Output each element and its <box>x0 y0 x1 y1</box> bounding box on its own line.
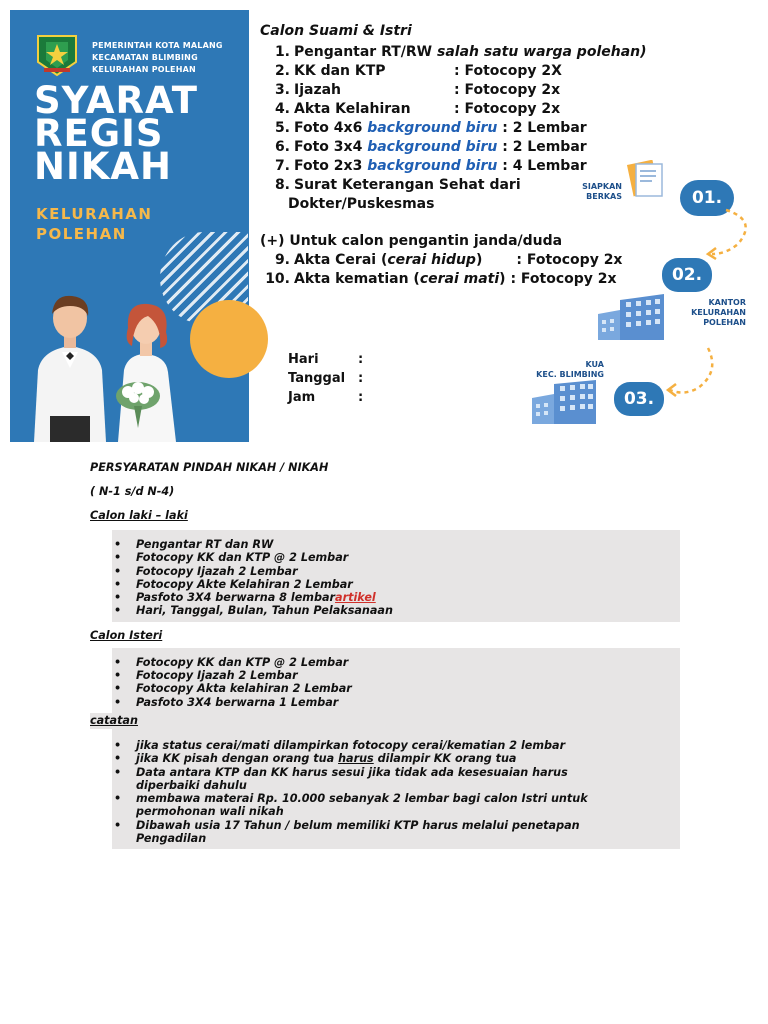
step-3-badge: 03. <box>614 382 664 416</box>
gov-line: PEMERINTAH KOTA MALANG <box>92 41 223 50</box>
list-item-text: Pasfoto 3X4 berwarna 8 lembar <box>136 591 336 605</box>
decorative-hatch <box>676 10 760 168</box>
step-label-line: KEC. BLIMBING <box>536 370 604 379</box>
requirement-item <box>260 81 660 100</box>
list-item: • Dibawah usia 17 Tahun / belum memiliki KTP harus melalui penetapan Pengadilan <box>112 819 680 846</box>
gov-line: KECAMATAN BLIMBING <box>92 53 198 62</box>
item-highlight: background biru <box>367 158 498 174</box>
item-highlight: background biru <box>367 120 498 136</box>
poster-subtitle <box>36 204 152 244</box>
office-building-icon <box>594 292 676 342</box>
city-emblem-icon <box>34 32 80 78</box>
item-number: 1. <box>274 44 290 60</box>
step-label-line: KUA <box>585 360 604 369</box>
list-item: • membawa materai Rp. 10.000 sebanyak 2 lembar bagi calon Istri untuk permohonan wali nikah <box>112 792 680 819</box>
item-text: Foto 4x6 <box>294 120 368 136</box>
kua-building-icon <box>528 378 608 426</box>
item-number: 8. <box>274 177 290 193</box>
step-label-line: KANTOR <box>708 298 746 307</box>
subtitle-line: POLEHAN <box>36 225 127 243</box>
notes-block <box>112 729 680 849</box>
document-title: PERSYARATAN PINDAH NIKAH / NIKAH <box>90 461 329 474</box>
step-label-line: SIAPKAN <box>582 182 622 191</box>
list-item: • jika status cerai/mati dilampirkan fotocopy cerai/kematian 2 lembar <box>112 739 680 752</box>
gov-line: KELURAHAN POLEHAN <box>92 65 196 74</box>
list-item: • Pengantar RT dan RW <box>112 538 680 551</box>
item-note: salah satu warga polehan) <box>437 44 647 60</box>
step-1-badge: 01. <box>680 180 734 216</box>
list-item-text: dilampir KK orang tua <box>373 752 517 766</box>
step-2-label <box>686 298 746 328</box>
list-item <box>112 752 680 765</box>
step-label-line: BERKAS <box>586 192 622 201</box>
list-item: • Fotocopy Akta kelahiran 2 Lembar <box>112 682 680 695</box>
requirement-item <box>260 100 660 119</box>
subtitle-line: KELURAHAN <box>36 205 153 223</box>
requirement-item <box>260 62 660 81</box>
item-value: : Fotocopy 2x <box>454 82 561 98</box>
requirement-item <box>260 270 660 289</box>
dashed-arrow-icon <box>696 206 756 262</box>
item-note: cerai mati <box>419 271 500 287</box>
notes-list <box>112 739 680 845</box>
item-label: KK dan KTP <box>294 63 386 79</box>
item-label: Akta Kelahiran <box>294 101 411 117</box>
bride-heading: Calon Isteri <box>90 628 163 642</box>
title-line: NIKAH <box>34 145 173 188</box>
item-text: Akta Cerai ( <box>294 252 388 268</box>
document-stack-icon <box>624 160 670 200</box>
poster-title <box>34 79 199 188</box>
requirement-item <box>260 138 660 157</box>
item-value: : Fotocopy 2X <box>454 63 562 79</box>
item-number: 6. <box>274 139 290 155</box>
decorative-circle <box>190 300 268 378</box>
article-link[interactable]: artikel <box>335 591 376 605</box>
groom-requirements <box>112 530 680 622</box>
item-text: Surat Keterangan Sehat dari <box>294 177 521 193</box>
item-value: ) : Fotocopy 2x <box>499 271 617 287</box>
title-line: REGIS <box>34 112 164 155</box>
item-text: Foto 3x4 <box>294 139 368 155</box>
list-item <box>112 591 680 604</box>
item-text: Akta kematian ( <box>294 271 420 287</box>
list-item: • Fotocopy Ijazah 2 Lembar <box>112 565 680 578</box>
schedule-block <box>288 350 363 407</box>
government-header <box>92 40 223 76</box>
requirement-item <box>260 119 660 138</box>
groom-heading: Calon laki – laki <box>90 509 188 522</box>
requirements-heading: Calon Suami & Istri <box>260 23 412 39</box>
item-text: Pengantar RT/RW <box>294 44 437 60</box>
item-highlight: background biru <box>367 139 498 155</box>
step-label-line: POLEHAN <box>703 318 746 327</box>
title-line: SYARAT <box>34 79 199 122</box>
item-value: : 2 Lembar <box>497 139 587 155</box>
step-label-line: KELURAHAN <box>691 308 746 317</box>
list-item: • Fotocopy KK dan KTP @ 2 Lembar <box>112 551 680 564</box>
item-number: 9. <box>274 252 290 268</box>
list-item: • Fotocopy Ijazah 2 Lembar <box>112 669 680 682</box>
list-item: • Fotocopy Akte Kelahiran 2 Lembar <box>112 578 680 591</box>
bride-list <box>112 656 680 709</box>
schedule-row <box>288 369 363 388</box>
poster <box>10 10 760 442</box>
item-note: cerai hidup <box>387 252 476 268</box>
item-number: 3. <box>274 82 290 98</box>
groom-list <box>112 538 680 618</box>
document-subtitle: ( N-1 s/d N-4) <box>90 485 175 498</box>
item-value: : Fotocopy 2x <box>516 252 623 268</box>
item-label: Ijazah <box>294 82 342 98</box>
requirement-item <box>260 43 660 62</box>
schedule-separator: : <box>358 390 364 405</box>
list-item: • Fotocopy KK dan KTP @ 2 Lembar <box>112 656 680 669</box>
step-1-label <box>570 182 622 202</box>
item-number: 5. <box>274 120 290 136</box>
step-2-badge: 02. <box>662 258 712 292</box>
dashed-arrow-icon <box>660 344 720 398</box>
schedule-separator: : <box>358 352 364 367</box>
wedding-couple-illustration <box>20 292 195 442</box>
requirements-document <box>90 458 680 849</box>
list-item: • Data antara KTP dan KK harus sesui jika tidak ada kesesuaian harus diperbaiki dahulu <box>112 766 680 793</box>
step-3-label <box>522 360 604 380</box>
list-item-text: jika KK pisah dengan orang tua <box>136 752 339 766</box>
schedule-label: Hari <box>288 352 319 367</box>
item-text: ) <box>475 252 483 268</box>
requirements-list <box>260 22 660 289</box>
poster-blue-panel <box>10 10 249 442</box>
item-value: : 4 Lembar <box>497 158 587 174</box>
schedule-row <box>288 388 363 407</box>
notes-heading: catatan <box>90 713 680 729</box>
list-item: • Hari, Tanggal, Bulan, Tahun Pelaksanaan <box>112 604 680 617</box>
list-item: • Pasfoto 3X4 berwarna 1 Lembar <box>112 696 680 709</box>
list-item-underlined: harus <box>338 752 374 766</box>
schedule-label: Jam <box>288 390 316 405</box>
requirement-item <box>260 251 660 270</box>
schedule-row <box>288 350 363 369</box>
item-text: Foto 2x3 <box>294 158 368 174</box>
schedule-separator: : <box>358 371 364 386</box>
item-number: 2. <box>274 63 290 79</box>
schedule-label: Tanggal <box>288 371 346 386</box>
item-number: 7. <box>274 158 290 174</box>
item-value: : Fotocopy 2x <box>454 101 561 117</box>
requirement-item <box>260 157 660 176</box>
janda-duda-heading: (+) Untuk calon pengantin janda/duda <box>260 233 563 249</box>
item-value: : 2 Lembar <box>497 120 587 136</box>
item-number: 10. <box>265 271 290 287</box>
item-text: Dokter/Puskesmas <box>288 196 435 212</box>
bride-requirements <box>112 648 680 713</box>
item-number: 4. <box>274 101 290 117</box>
